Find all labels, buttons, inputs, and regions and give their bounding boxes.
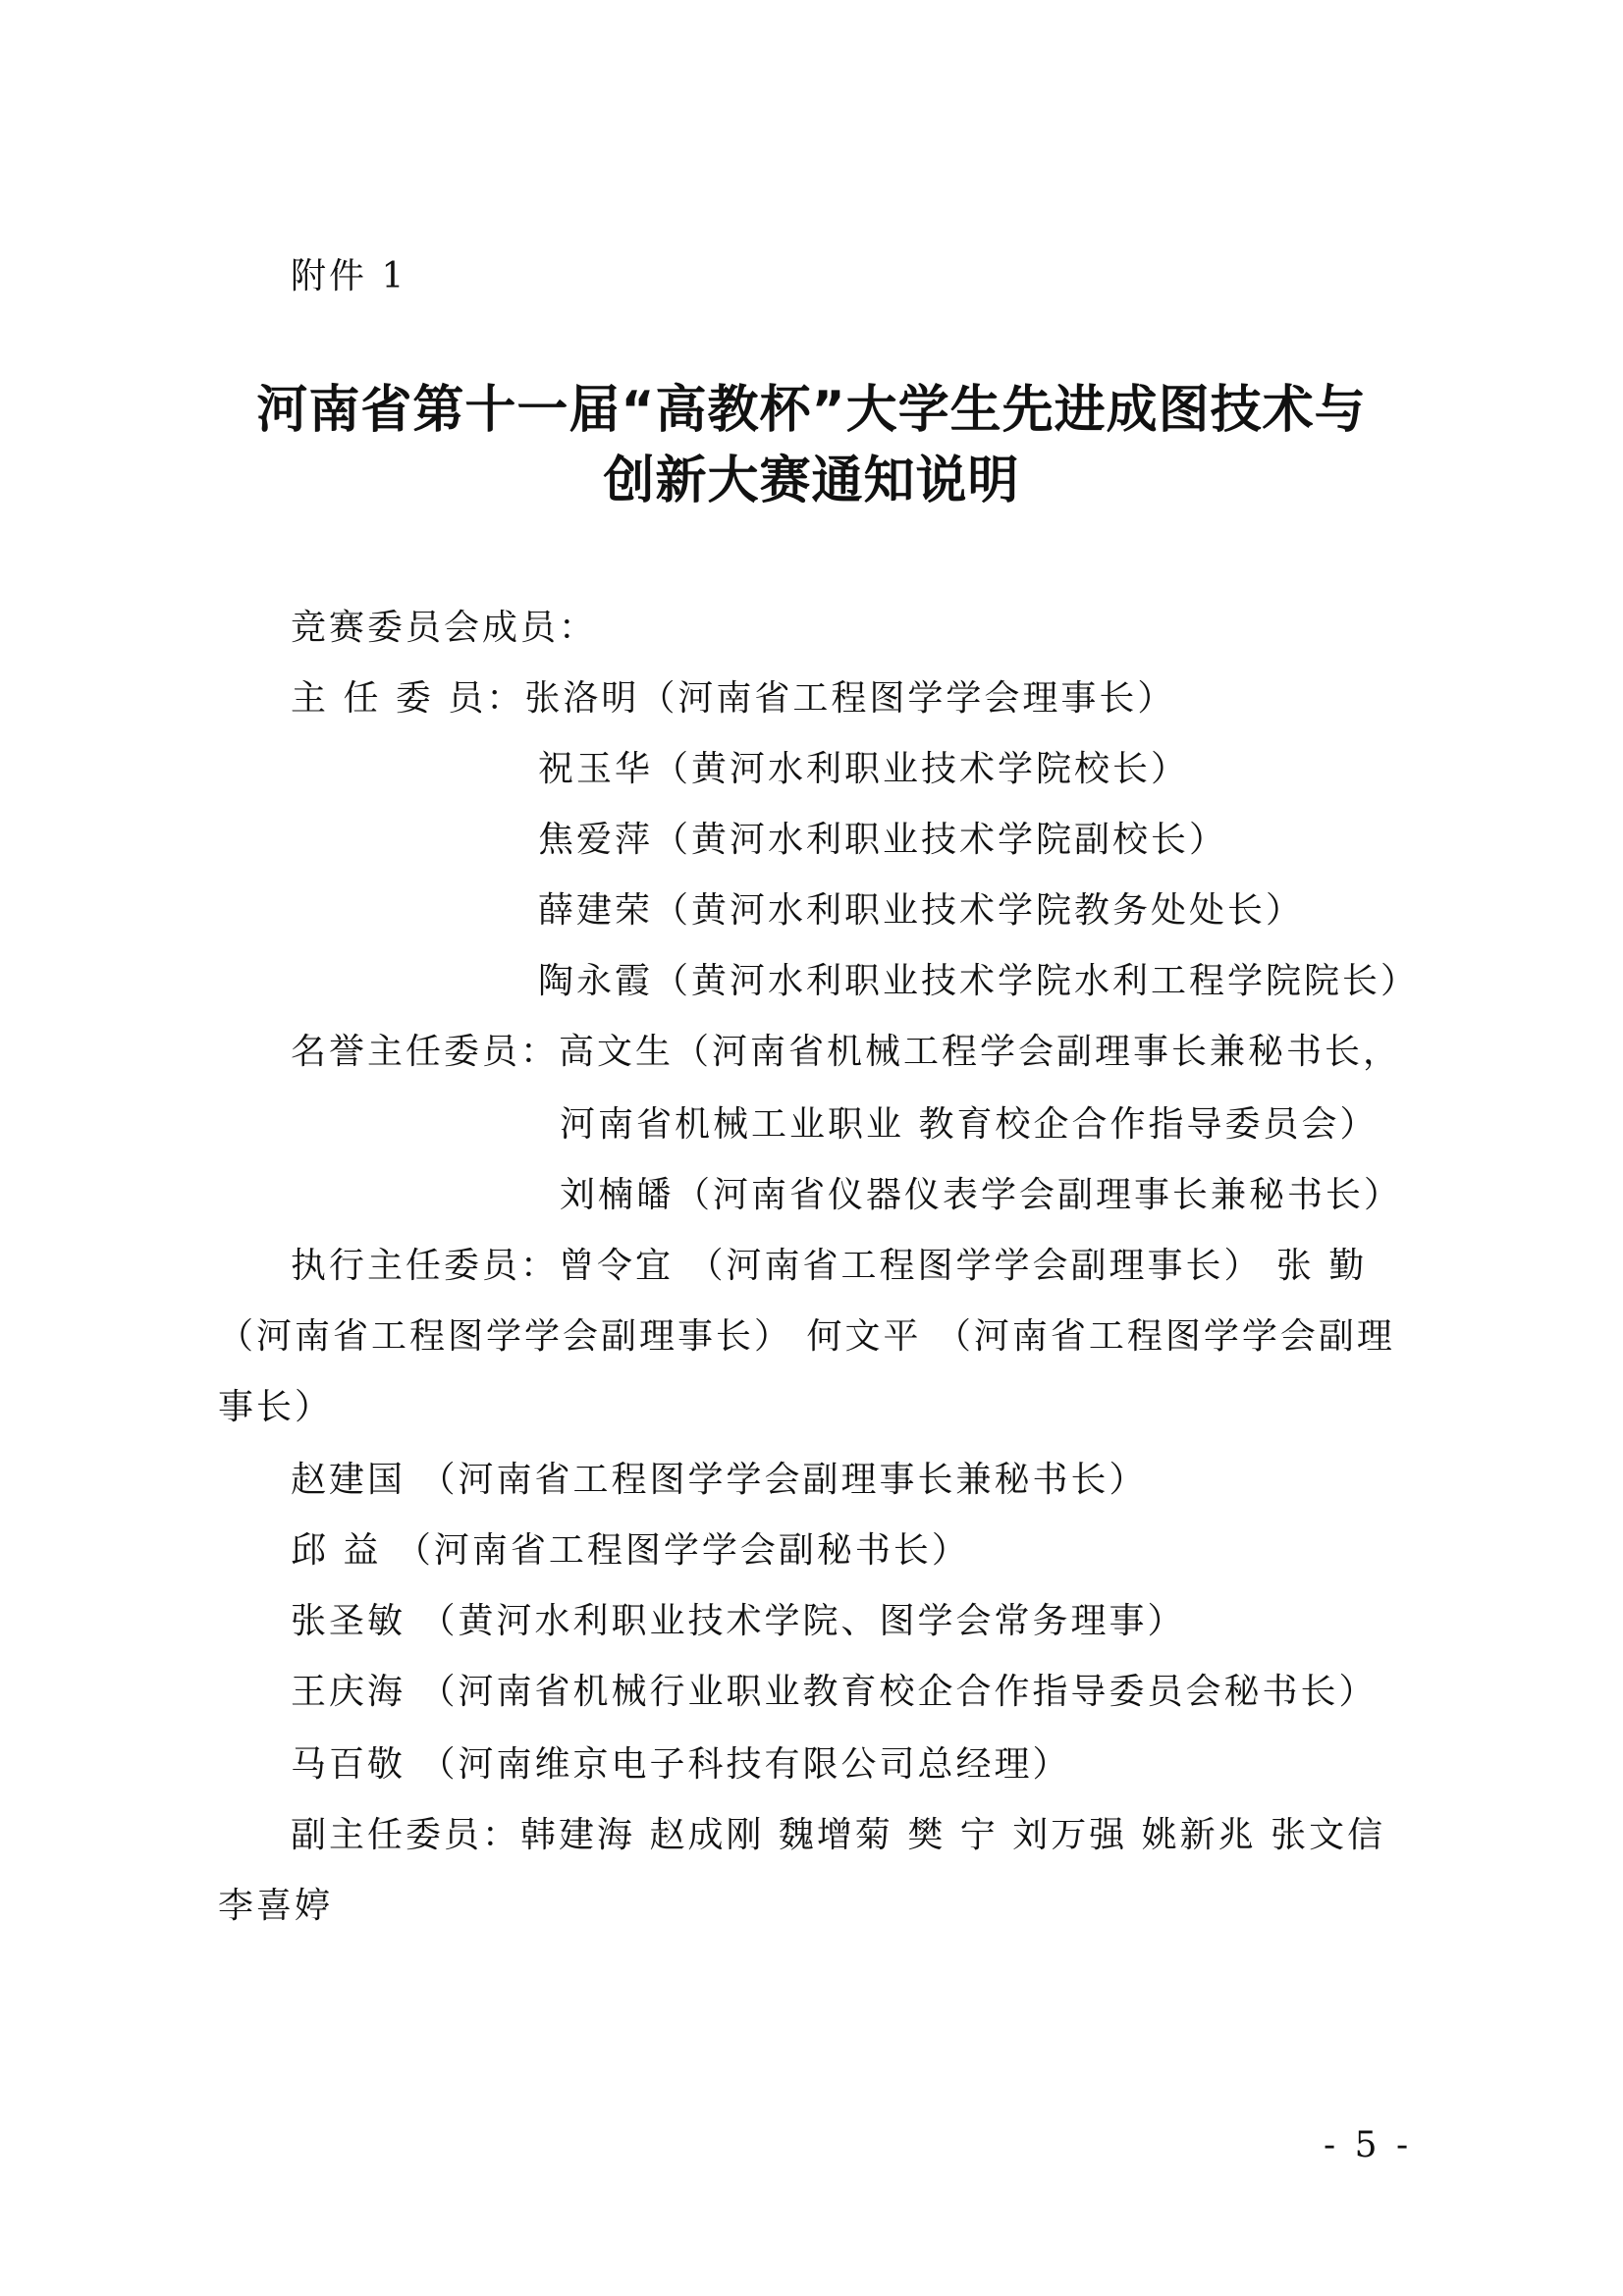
honorary-line: 刘楠皤（河南省仪器仪表学会副理事长兼秘书长） (560, 1175, 1403, 1215)
member-line: 马百敬 （河南维京电子科技有限公司总经理） (291, 1744, 1071, 1785)
executive-line: 事长） (218, 1387, 334, 1427)
committee-heading: 竞赛委员会成员： (291, 608, 598, 648)
honorary-line: 名誉主任委员：高文生（河南省机械工程学会副理事长兼秘书长， (291, 1032, 1402, 1072)
director-line: 焦爱萍（黄河水利职业技术学院副校长） (538, 820, 1228, 860)
director-line: 陶永霞（黄河水利职业技术学院水利工程学院院长） (538, 961, 1420, 1001)
honorary-line: 河南省机械工业职业 教育校企合作指导委员会） (560, 1104, 1379, 1145)
director-line: 薛建荣（黄河水利职业技术学院教务处处长） (538, 890, 1305, 931)
member-line: 王庆海 （河南省机械行业职业教育校企合作指导委员会秘书长） (291, 1672, 1378, 1712)
deputy-line: 副主任委员：韩建海 赵成刚 魏增菊 樊 宁 刘万强 姚新兆 张文信 (291, 1815, 1386, 1855)
director-line: 祝玉华（黄河水利职业技术学院校长） (538, 749, 1190, 789)
document-title-line-1: 河南省第十一届“高教杯”大学生先进成图技术与 (256, 381, 1367, 440)
executive-line: （河南省工程图学学会副理事长） 何文平 （河南省工程图学学会副理 (218, 1316, 1395, 1357)
deputy-line: 李喜婷 (218, 1886, 334, 1926)
attachment-label: 附件 1 (291, 256, 407, 296)
director-line: 主 任 委 员：张洛明（河南省工程图学学会理事长） (291, 678, 1176, 719)
member-line: 赵建国 （河南省工程图学学会副理事长兼秘书长） (291, 1460, 1148, 1500)
member-line: 邱 益 （河南省工程图学学会副秘书长） (291, 1530, 970, 1571)
page-number: - 5 - (1324, 2125, 1413, 2165)
member-line: 张圣敏 （黄河水利职业技术学院、图学会常务理事） (291, 1601, 1186, 1641)
document-title-line-2: 创新大赛通知说明 (603, 452, 1020, 510)
executive-line: 执行主任委员：曾令宜 （河南省工程图学学会副理事长） 张 勤 (291, 1246, 1368, 1286)
